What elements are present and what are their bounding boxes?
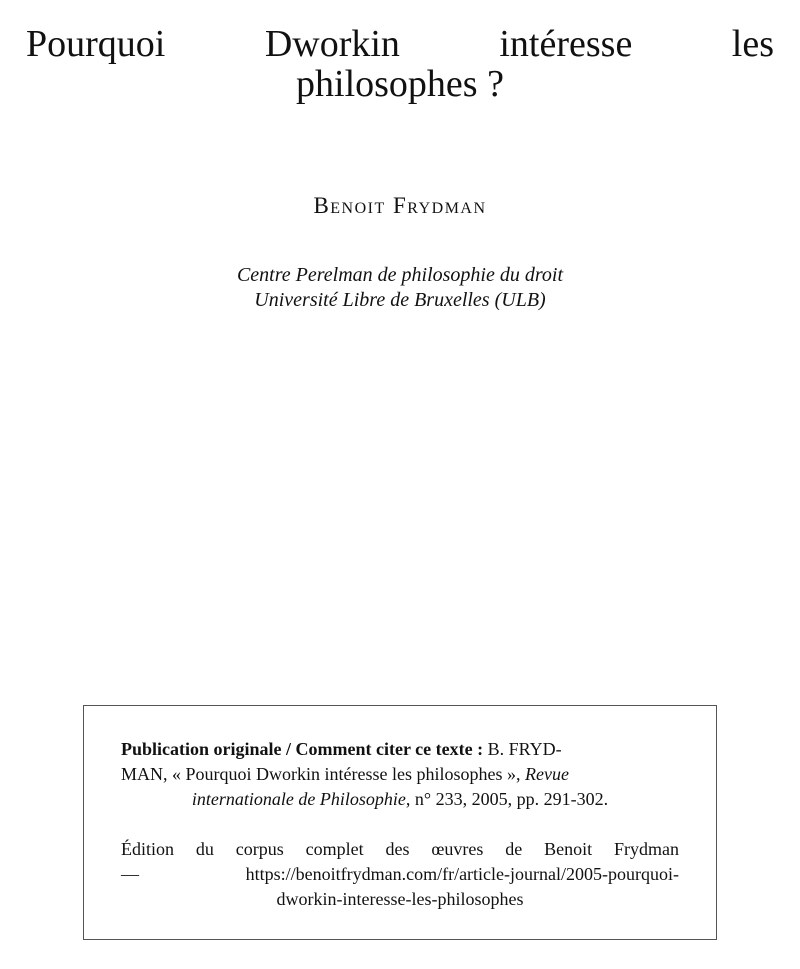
journal-name-part-2: internationale de Philosophie xyxy=(191,789,406,809)
affiliation-line-1: Centre Perelman de philosophie du droit xyxy=(236,264,564,286)
corpus-line-1: Édition du corpus complet des œuvres de Benoit Frydman xyxy=(121,839,679,859)
corpus-note xyxy=(121,837,679,912)
author-name: Benoit Frydman xyxy=(313,193,487,218)
title-word: intéresse xyxy=(499,23,633,65)
title-word: Pourquoi xyxy=(26,23,166,65)
affiliation-line-2: Université Libre de Bruxelles (ULB) xyxy=(254,289,546,311)
author-affiliation xyxy=(0,263,800,313)
citation-details: , n° 233, 2005, pp. 291-302. xyxy=(405,789,609,809)
citation-title: MAN, « Pourquoi Dworkin intéresse les philosophes », xyxy=(121,764,521,784)
corpus-url-continued[interactable]: dworkin-interesse-les-philosophes xyxy=(276,889,524,909)
title-word: Dworkin xyxy=(264,23,400,65)
citation-authors: B. FRYD- xyxy=(487,739,562,759)
title-line-2: philosophes ? xyxy=(296,63,504,105)
citation-label: Publication originale / Comment citer ce texte : xyxy=(121,739,484,759)
title-word: les xyxy=(731,23,774,65)
citation-reference xyxy=(121,737,679,812)
document-title xyxy=(26,24,774,104)
journal-name-part-1: Revue xyxy=(524,764,569,784)
corpus-url[interactable]: — https://benoitfrydman.com/fr/article-journal/2005-pourquoi- xyxy=(121,864,679,884)
title-line-1 xyxy=(26,24,774,64)
citation-box xyxy=(83,705,717,940)
citation-line-3 xyxy=(121,787,679,812)
